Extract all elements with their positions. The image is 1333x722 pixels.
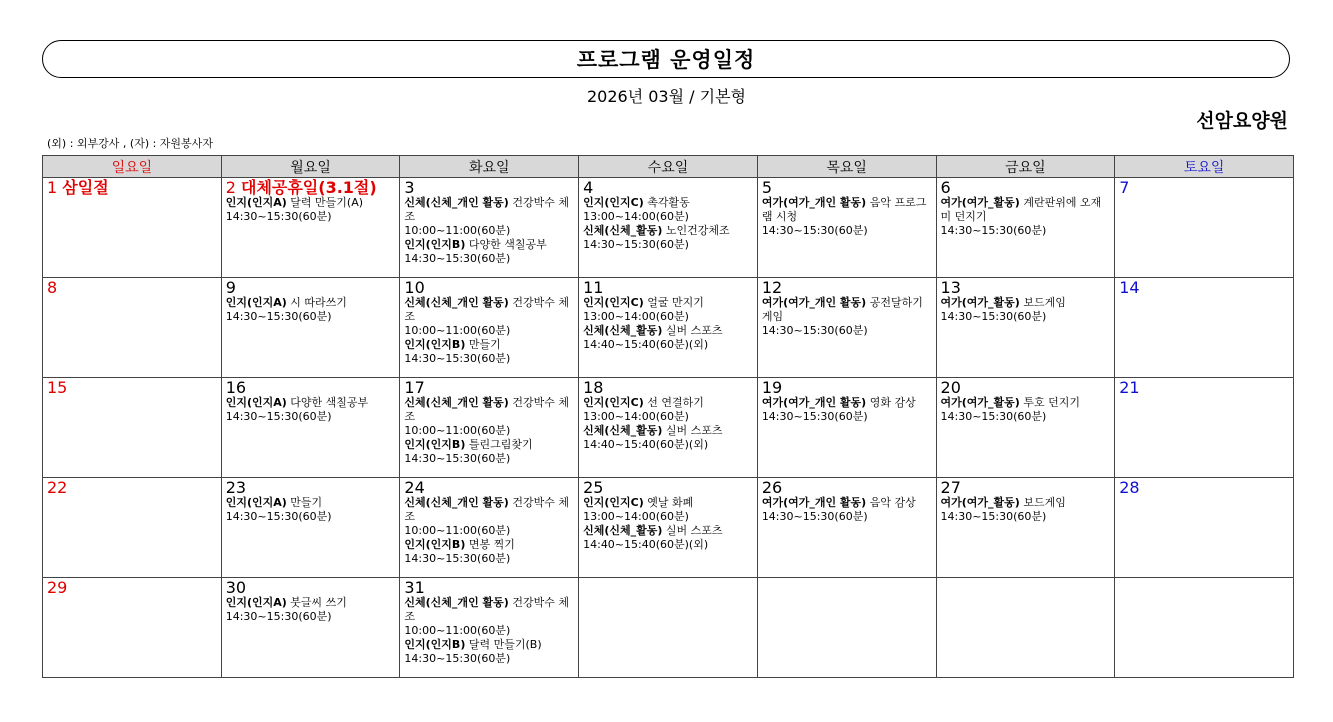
day-number: 9 [225,278,236,297]
weekday-header-row [43,156,1294,178]
program-time: 14:30~15:30(60분) [404,552,511,565]
day-cell [936,478,1115,578]
program-time: 13:00~14:00(60분) [583,210,689,223]
program-time: 14:40~15:40(60분)(외) [583,438,709,451]
day-number: 16 [225,378,247,397]
day-number: 11 [583,278,604,297]
program-name: 실버 스포츠 [665,324,723,337]
program-entry [941,296,1112,310]
schedule-subtitle: 2026년 03월 / 기본형 [586,87,746,106]
day-cell [400,178,579,278]
program-category: 신체(신체_활동) [583,424,663,437]
program-name: 다양한 색칠공부 [290,396,369,409]
day-number: 14 [1119,278,1140,297]
program-entry [404,396,575,424]
holiday-label: 대체공휴일(3.1절) [240,178,377,197]
program-name: 노인건강체조 [665,224,730,237]
program-name: 촉각활동 [647,196,690,209]
program-time: 14:30~15:30(60분) [225,310,332,323]
calendar-table [42,155,1294,678]
program-category: 신체(신체_활동) [583,524,663,537]
program-name: 음악 프로그램 시청 [761,196,927,223]
program-category: 신체(신체_활동) [583,224,663,237]
day-number: 12 [761,278,783,297]
program-category: 인지(인지A) [225,496,287,509]
program-name: 보드게임 [1023,496,1066,509]
program-time: 13:00~14:00(60분) [583,310,689,323]
legend-note: (외) : 외부강사 , (자) : 자원봉사자 [47,137,213,150]
day-number: 10 [404,278,425,297]
program-entry [941,396,1112,410]
program-time: 14:30~15:30(60분) [225,610,332,623]
program-time: 14:30~15:30(60분) [940,310,1047,323]
program-time: 14:30~15:30(60분) [225,210,332,223]
program-time: 14:30~15:30(60분) [761,324,868,337]
program-time: 13:00~14:00(60분) [583,410,689,423]
day-cell [757,578,936,678]
week-row [43,378,1294,478]
day-number: 29 [47,578,68,597]
program-category: 인지(인지B) [404,338,466,351]
program-category: 인지(인지C) [583,396,644,409]
day-cell [400,578,579,678]
program-category: 신체(신체_개인 활동) [404,396,509,409]
program-name: 투호 던지기 [1023,396,1080,409]
day-cell [221,278,400,378]
program-entry [404,238,575,252]
program-name: 붓글씨 쓰기 [290,596,347,609]
program-time: 14:40~15:40(60분)(외) [583,538,709,551]
program-name: 건강박수 체조 [404,496,569,523]
day-cell [757,278,936,378]
program-entry [762,296,933,324]
day-number: 23 [225,478,247,497]
program-name: 영화 감상 [869,396,916,409]
program-time: 10:00~11:00(60분) [404,424,511,437]
day-number: 1 [47,178,58,197]
program-time: 14:30~15:30(60분) [940,224,1047,237]
program-entry [583,196,754,210]
weekday-header-monday: 월요일 [221,156,400,178]
day-cell [757,478,936,578]
program-entry [762,496,933,510]
program-entry [941,496,1112,510]
day-cell [43,478,222,578]
program-category: 인지(인지C) [583,496,644,509]
program-name: 건강박수 체조 [404,196,569,223]
weekday-header-thursday: 목요일 [757,156,936,178]
program-time: 14:30~15:30(60분) [225,510,332,523]
day-cell [400,478,579,578]
day-cell [221,378,400,478]
program-entry [226,596,397,610]
program-category: 인지(인지A) [225,296,287,309]
day-cell [579,378,758,478]
program-entry [583,224,754,238]
program-category: 인지(인지C) [583,196,644,209]
day-cell [221,578,400,678]
day-number: 20 [940,378,961,397]
program-name: 계란판위에 오재미 던지기 [940,196,1102,223]
day-cell [757,178,936,278]
day-cell [221,178,400,278]
day-number: 26 [761,478,783,497]
weekday-header-tuesday: 화요일 [400,156,579,178]
program-category: 여가(여가_개인 활동) [761,196,867,209]
program-category: 인지(인지C) [583,296,644,309]
day-number: 18 [583,378,604,397]
program-name: 선 연결하기 [647,396,704,409]
program-entry [226,396,397,410]
program-category: 여가(여가_활동) [940,296,1020,309]
program-name: 달력 만들기(A) [290,196,364,209]
day-cell [936,578,1115,678]
program-entry [762,196,933,224]
program-entry [583,496,754,510]
holiday-label: 삼일절 [62,178,109,197]
program-category: 신체(신체_개인 활동) [404,596,509,609]
program-name: 건강박수 체조 [404,296,569,323]
program-category: 여가(여가_개인 활동) [761,396,867,409]
program-name: 실버 스포츠 [665,424,723,437]
day-cell [43,578,222,678]
program-name: 달력 만들기(B) [468,638,542,651]
day-cell [43,178,222,278]
program-category: 여가(여가_활동) [940,196,1020,209]
day-cell [1115,478,1294,578]
day-number: 25 [583,478,604,497]
program-time: 10:00~11:00(60분) [404,624,511,637]
day-cell [757,378,936,478]
day-cell [1115,278,1294,378]
day-cell [43,278,222,378]
day-cell [400,278,579,378]
week-row [43,278,1294,378]
program-name: 얼굴 만지기 [647,296,704,309]
day-number: 19 [761,378,783,397]
week-row [43,578,1294,678]
day-number: 4 [583,178,594,197]
program-category: 인지(인지B) [404,638,466,651]
program-time: 14:30~15:30(60분) [404,652,511,665]
program-entry [583,324,754,338]
day-cell [1115,578,1294,678]
day-number: 8 [47,278,58,297]
day-number: 27 [940,478,961,497]
program-time: 14:30~15:30(60분) [940,410,1047,423]
program-entry [404,296,575,324]
program-name: 건강박수 체조 [404,396,569,423]
program-time: 10:00~11:00(60분) [404,524,511,537]
day-cell [579,478,758,578]
program-name: 공전달하기 게임 [761,296,923,323]
program-time: 14:30~15:30(60분) [404,352,511,365]
program-entry [226,196,397,210]
day-cell [936,378,1115,478]
weekday-header-friday: 금요일 [936,156,1115,178]
page-title: 프로그램 운영일정 [42,40,1290,78]
day-number: 6 [940,178,951,197]
day-number: 5 [761,178,772,197]
program-category: 여가(여가_개인 활동) [761,296,867,309]
day-cell [579,578,758,678]
day-number: 3 [404,178,415,197]
program-entry [762,396,933,410]
day-cell [43,378,222,478]
program-category: 여가(여가_개인 활동) [761,496,867,509]
program-category: 인지(인지B) [404,238,466,251]
program-entry [583,424,754,438]
program-name: 만들기 [290,496,323,509]
program-time: 14:30~15:30(60분) [583,238,689,251]
program-entry [404,338,575,352]
day-cell [579,178,758,278]
program-entry [404,496,575,524]
week-row [43,478,1294,578]
program-entry [404,538,575,552]
weekday-header-sunday: 일요일 [43,156,222,178]
program-category: 인지(인지A) [225,196,287,209]
program-time: 14:30~15:30(60분) [761,224,868,237]
program-time: 14:30~15:30(60분) [940,510,1047,523]
program-time: 10:00~11:00(60분) [404,224,511,237]
program-name: 보드게임 [1023,296,1066,309]
program-time: 14:30~15:30(60분) [761,510,868,523]
program-category: 신체(신체_개인 활동) [404,196,509,209]
program-category: 인지(인지B) [404,438,466,451]
day-number: 21 [1119,378,1140,397]
program-category: 인지(인지B) [404,538,466,551]
program-category: 신체(신체_활동) [583,324,663,337]
program-name: 면봉 찍기 [468,538,515,551]
program-name: 시 따라쓰기 [290,296,347,309]
program-name: 다양한 색칠공부 [468,238,547,251]
weekday-header-saturday: 토요일 [1115,156,1294,178]
day-number: 22 [47,478,68,497]
day-number: 15 [47,378,68,397]
program-category: 인지(인지A) [225,596,287,609]
program-name: 음악 감상 [869,496,916,509]
program-name: 만들기 [468,338,501,351]
program-time: 14:30~15:30(60분) [761,410,868,423]
program-entry [583,296,754,310]
day-cell [221,478,400,578]
week-row [43,178,1294,278]
day-number: 28 [1119,478,1140,497]
program-category: 여가(여가_활동) [940,496,1020,509]
program-time: 10:00~11:00(60분) [404,324,511,337]
program-entry [583,396,754,410]
day-cell [400,378,579,478]
program-entry [583,524,754,538]
program-name: 건강박수 체조 [404,596,569,623]
program-entry [404,596,575,624]
day-number: 31 [404,578,425,597]
program-entry [226,296,397,310]
program-name: 틀린그림찾기 [468,438,533,451]
day-cell [1115,378,1294,478]
program-time: 14:30~15:30(60분) [225,410,332,423]
calendar-body [43,178,1294,678]
day-number: 30 [225,578,247,597]
program-time: 14:30~15:30(60분) [404,252,511,265]
program-entry [404,638,575,652]
program-entry [404,196,575,224]
program-category: 신체(신체_개인 활동) [404,496,509,509]
program-entry [404,438,575,452]
day-cell [1115,178,1294,278]
program-time: 13:00~14:00(60분) [583,510,689,523]
day-number: 17 [404,378,425,397]
program-name: 실버 스포츠 [665,524,723,537]
day-cell [579,278,758,378]
program-time: 14:30~15:30(60분) [404,452,511,465]
program-time: 14:40~15:40(60분)(외) [583,338,709,351]
program-category: 신체(신체_개인 활동) [404,296,509,309]
day-number: 13 [940,278,961,297]
day-number: 7 [1119,178,1130,197]
day-number: 2 [225,178,236,197]
organization-name: 선암요양원 [1196,110,1288,132]
program-entry [941,196,1112,224]
day-number: 24 [404,478,425,497]
program-category: 여가(여가_활동) [940,396,1020,409]
program-name: 옛날 화폐 [647,496,694,509]
program-category: 인지(인지A) [225,396,287,409]
day-cell [936,278,1115,378]
program-entry [226,496,397,510]
weekday-header-wednesday: 수요일 [579,156,758,178]
day-cell [936,178,1115,278]
